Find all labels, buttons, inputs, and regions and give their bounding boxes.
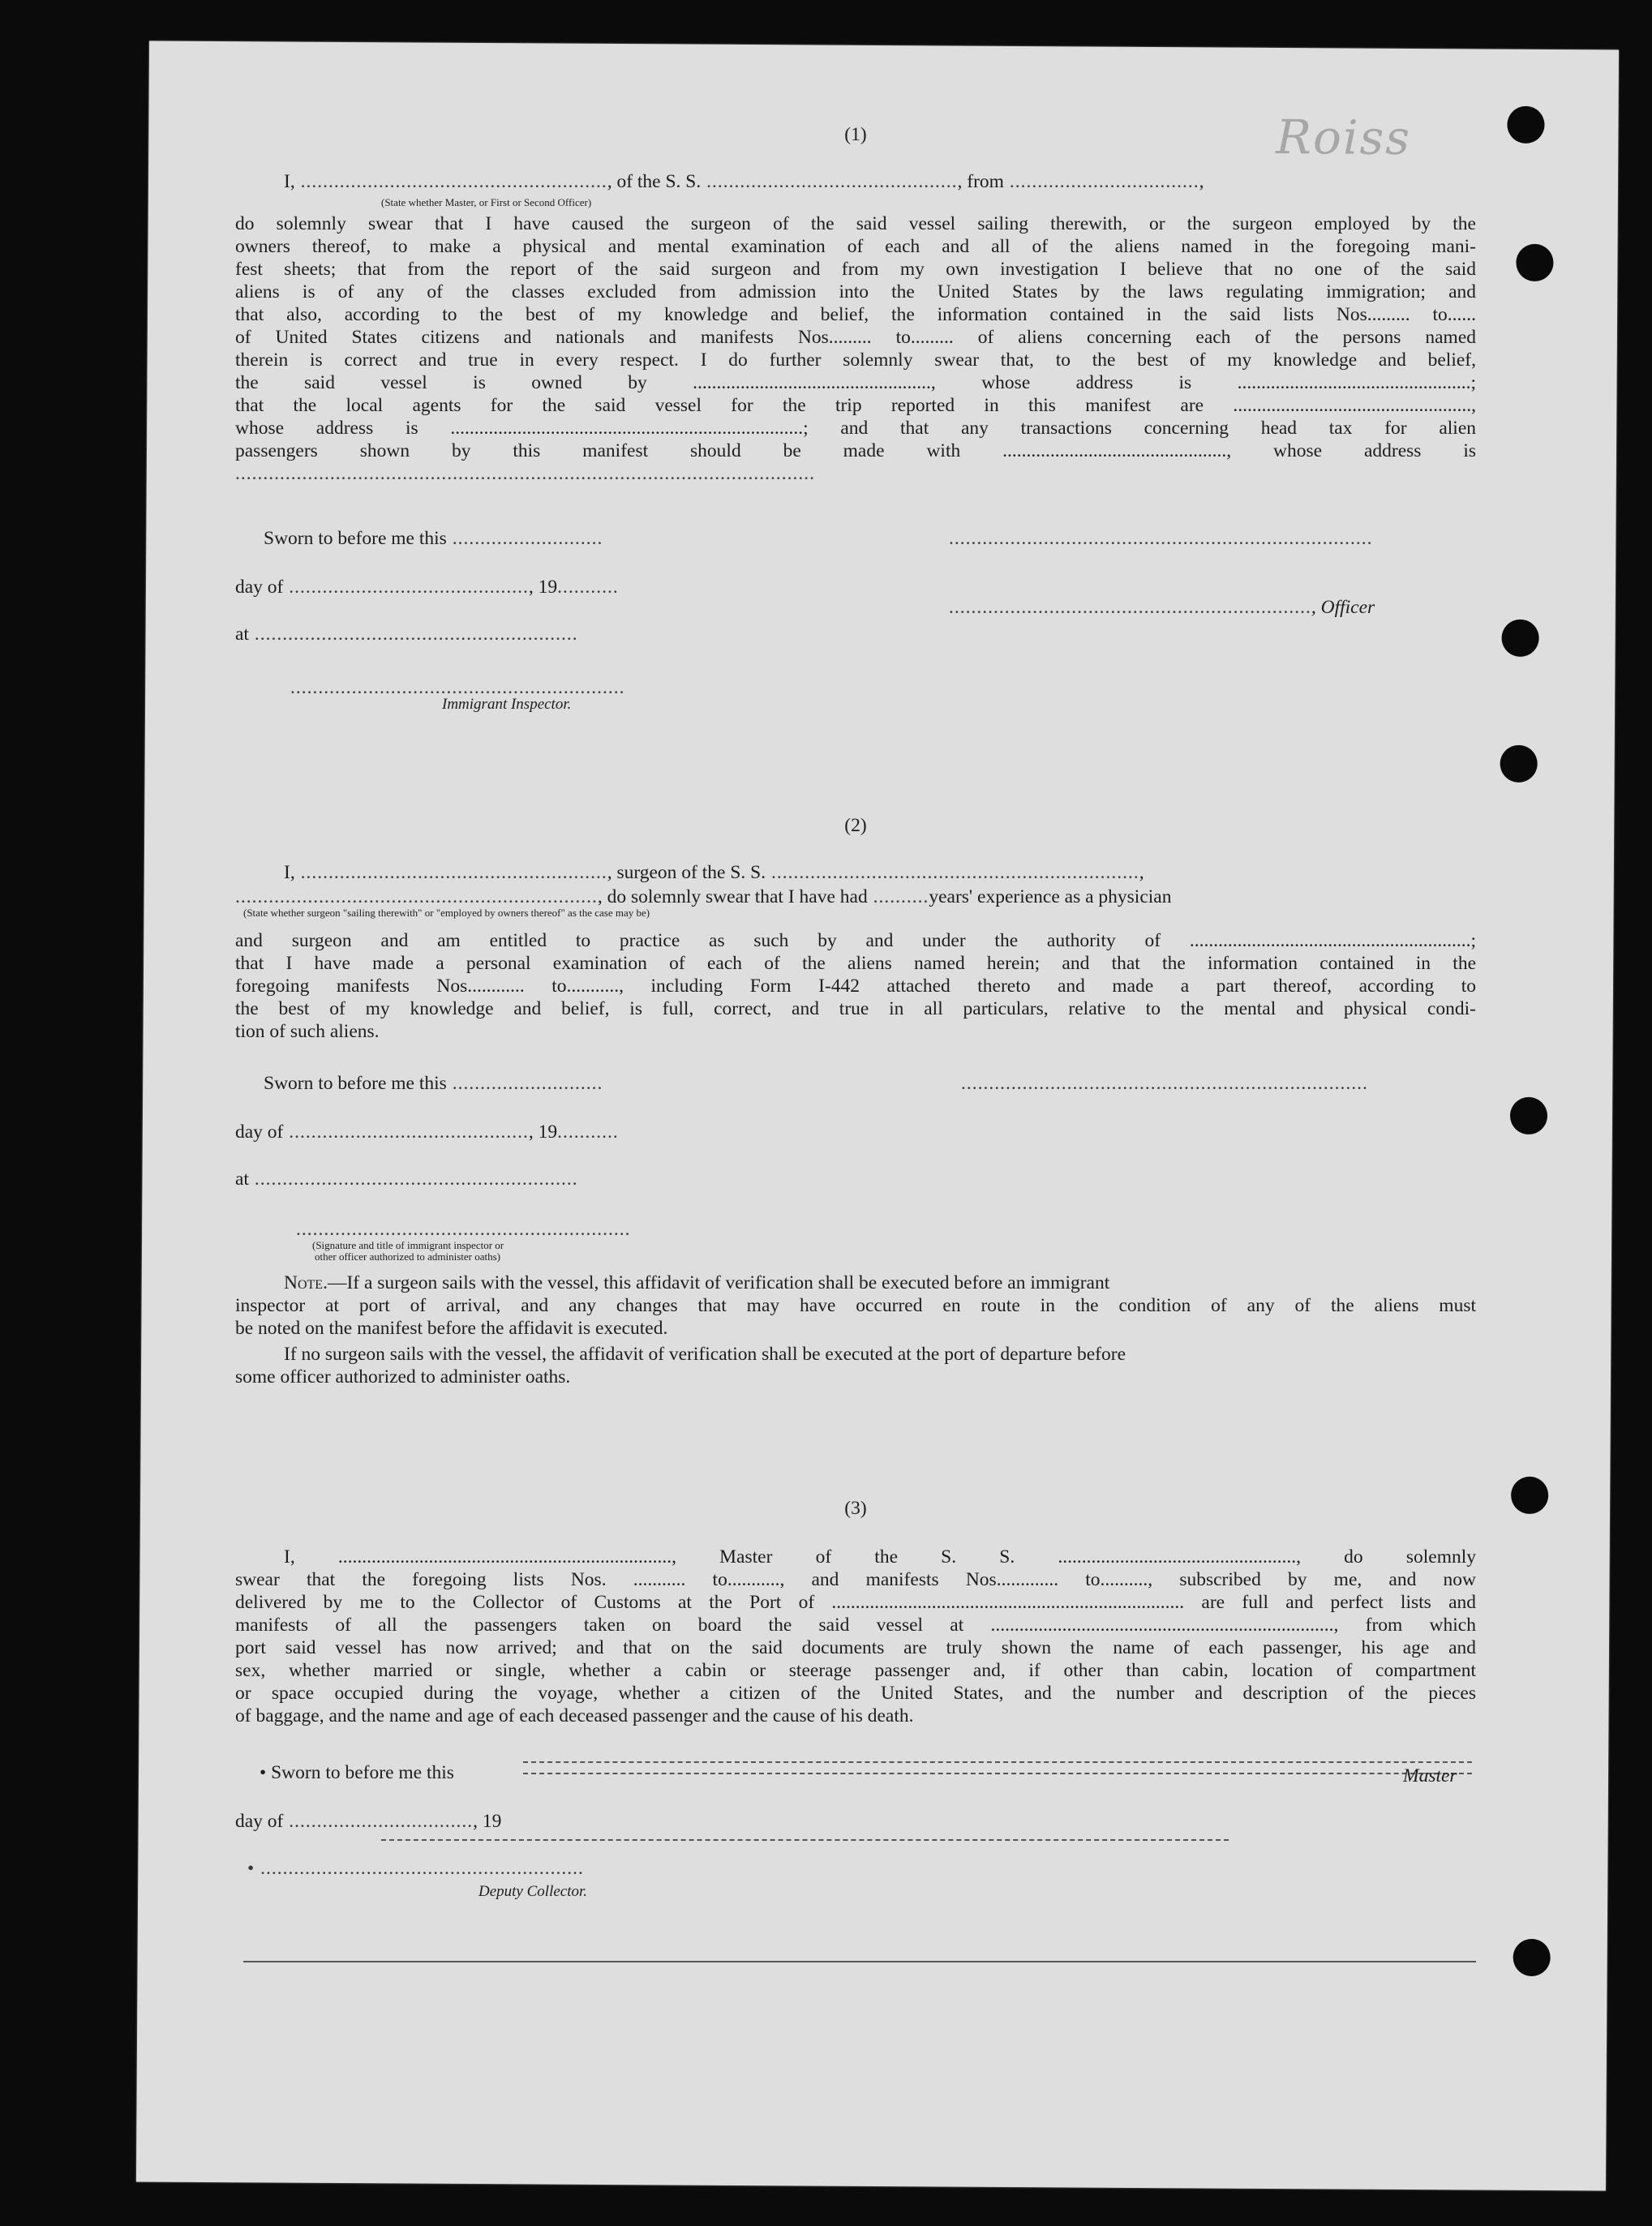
collector-title: Deputy Collector. <box>478 1883 588 1900</box>
paragraph-line: manifests of all the passengers taken on board the said vessel at ........................................................................, from which <box>235 1615 1476 1636</box>
dashed-rule <box>381 1839 1229 1841</box>
paragraph-line: fest sheets; that from the report of the said surgeon and from my own investigation I believe that no one of the said <box>235 259 1476 280</box>
inspector-signature-line: ............................................................ <box>290 677 625 698</box>
paragraph-line: sex, whether married or single, whether a cabin or steerage passenger and, if other than cabin, location of compartment <box>235 1660 1476 1681</box>
note-line: If no surgeon sails with the vessel, the affidavit of verification shall be executed at the port of departure before <box>284 1344 1126 1365</box>
signature-caption: other officer authorized to administer oaths) <box>315 1250 500 1263</box>
sworn-line: Sworn to before me this ........................... <box>264 528 603 549</box>
collector-signature-line: • .......................................................... <box>247 1858 584 1879</box>
punch-hole <box>1500 745 1538 783</box>
paragraph-line: whose address is ..........................................................................; and that any transactions concerning head tax for alien <box>235 418 1476 439</box>
note-line: some officer authorized to administer oaths. <box>235 1366 571 1387</box>
surgeon-line-2: ................................................................., do solemnly swear that I have had ..........years' experience as a physician <box>235 886 1172 907</box>
section-number: (2) <box>844 815 867 836</box>
section-number: (3) <box>844 1498 867 1519</box>
punch-hole <box>1510 1097 1547 1134</box>
master-label: Master <box>1403 1765 1457 1786</box>
sworn-line: Sworn to before me this ........................... <box>264 1073 603 1094</box>
paragraph-line: or space occupied during the voyage, whether a citizen of the United States, and the number and description of the pieces <box>235 1683 1476 1704</box>
paragraph-line: delivered by me to the Collector of Customs at the Port of .......................................................................... are full and perfect lists and <box>235 1592 1476 1613</box>
punch-hole <box>1511 1477 1548 1514</box>
dashed-rule <box>523 1773 1472 1774</box>
dashed-rule <box>523 1761 1472 1763</box>
paragraph-line: therein is correct and true in every respect. I do further solemnly swear that, to the best of my knowledge and belief, <box>235 350 1476 371</box>
paragraph-line: swear that the foregoing lists Nos. ........... to..........., and manifests Nos............. to.........., subscribed by me, and now <box>235 1569 1476 1590</box>
sworn-line: • Sworn to before me this <box>260 1762 454 1783</box>
pencil-annotation: Roiss <box>1276 109 1412 165</box>
punch-hole <box>1516 244 1553 281</box>
paragraph-line: that the local agents for the said vessel for the trip reported in this manifest are .................................................., <box>235 395 1476 416</box>
paragraph-line: aliens is of any of the classes excluded from admission into the United States by the laws regulating immigration; and <box>235 281 1476 302</box>
paragraph-line: foregoing manifests Nos............ to..........., including Form I-442 attached thereto and made a part thereof, according to <box>235 976 1476 997</box>
note-line: inspector at port of arrival, and any changes that may have occurred en route in the condition of any of the aliens must <box>235 1295 1476 1316</box>
punch-hole <box>1501 620 1538 657</box>
signature-caption: (Signature and title of immigrant inspector or <box>312 1239 504 1251</box>
note-line: Note.—If a surgeon sails with the vessel, this affidavit of verification shall be executed before an immigrant <box>284 1272 1110 1293</box>
paragraph-line: and surgeon and am entitled to practice as such by and under the authority of ...........................................................; <box>235 930 1476 951</box>
inspector-title: Immigrant Inspector. <box>442 696 572 713</box>
paragraph-line: passengers shown by this manifest should be made with ..............................................., whose address is <box>235 440 1476 461</box>
paragraph-line: that I have made a personal examination of each of the aliens named herein; and that the information contained in the <box>235 953 1476 974</box>
section-number: (1) <box>844 124 867 145</box>
surgeon-caption: (State whether surgeon "sailing therewith" or "employed by owners thereof" as the case may be) <box>243 907 650 919</box>
paragraph-line: I, ......................................................................, Master of the S. S. .................................................., do solemnly <box>284 1546 1476 1568</box>
paragraph-line: owners thereof, to make a physical and mental examination of each and all of the aliens named in the foregoing mani- <box>235 236 1476 257</box>
bottom-rule <box>243 1961 1476 1962</box>
punch-hole <box>1513 1939 1551 1976</box>
paragraph-line: tion of such aliens. <box>235 1021 380 1042</box>
signature-line: ......................................................................... <box>961 1073 1368 1094</box>
day-line: day of ..........................................., 19........... <box>235 577 619 598</box>
paragraph-line: port said vessel has now arrived; and that on the said documents are truly shown the name of each passenger, his age and <box>235 1637 1476 1658</box>
inspector-signature-line: ............................................................ <box>296 1219 631 1240</box>
paragraph-line: of United States citizens and nationals and manifests Nos......... to......... of aliens concerning each of the persons named <box>235 327 1476 348</box>
officer-caption: (State whether Master, or First or Second Officer) <box>381 196 592 208</box>
punch-hole <box>1507 106 1544 144</box>
day-line: day of ................................., 19 <box>235 1811 502 1832</box>
paragraph-line: of baggage, and the name and age of each deceased passenger and the cause of his death. <box>235 1705 914 1726</box>
at-line: at .......................................................... <box>235 624 578 645</box>
signature-line: ............................................................................ <box>949 528 1373 549</box>
paragraph-line: ........................................................................................................ <box>235 463 815 484</box>
paragraph-line: that also, according to the best of my knowledge and belief, the information contained in the said lists Nos......... to...... <box>235 304 1476 325</box>
at-line: at .......................................................... <box>235 1169 578 1190</box>
paragraph-line: the said vessel is owned by .................................................., whose address is .................................................; <box>235 372 1476 393</box>
day-line: day of ..........................................., 19........... <box>235 1122 619 1143</box>
note-line: be noted on the manifest before the affidavit is executed. <box>235 1318 668 1339</box>
paragraph-line: do solemnly swear that I have caused the surgeon of the said vessel sailing therewith, or the surgeon employed by the <box>235 213 1476 234</box>
surgeon-line: I, ......................................................., surgeon of the S. S. .................................................................., <box>284 862 1144 883</box>
officer-line: I, ......................................................., of the S. S. ............................................., from .................................., <box>284 171 1204 192</box>
officer-signature-line: ................................................................., Officer <box>949 597 1375 618</box>
paragraph-line: the best of my knowledge and belief, is full, correct, and true in all particulars, relative to the mental and physical condi- <box>235 998 1476 1019</box>
